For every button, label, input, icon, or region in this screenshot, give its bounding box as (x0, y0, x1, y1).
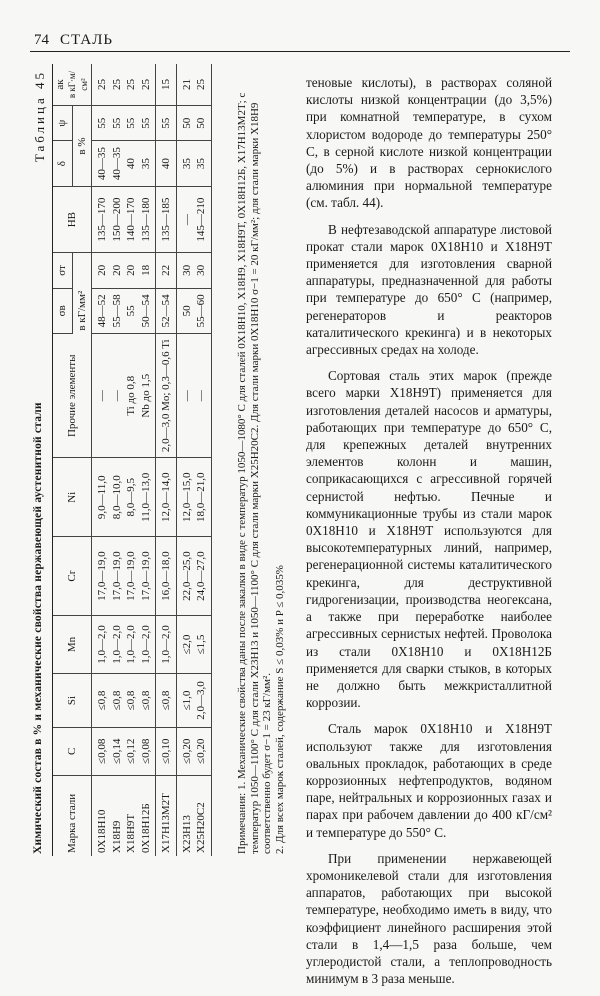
cell-ni: 12,0—14,0 (156, 458, 177, 537)
cell-sb: 48—52 (92, 288, 110, 334)
header-rule (30, 51, 570, 52)
cell-psi: 50 (176, 106, 194, 141)
col-header-hb: HB (53, 186, 92, 252)
cell-si: ≤0,8 (156, 674, 177, 728)
running-title: СТАЛЬ (60, 32, 114, 48)
cell-psi: 55 (92, 106, 110, 141)
cell-hb: — (176, 186, 194, 252)
cell-psi: 55 (156, 106, 177, 141)
cell-cr: 17,0—19,0 (139, 537, 156, 616)
cell-d: 35 (139, 141, 156, 187)
unit-strength: в кГ/мм² (72, 253, 92, 334)
cell-st: 20 (110, 253, 125, 288)
cell-ak: 25 (92, 64, 110, 106)
cell-ak: 25 (194, 64, 211, 106)
paragraph: Сортовая сталь этих марок (прежде всего марки Х18Н9Т) применяется для изготовления деталей насосов и арматуры, работающих при температуре до 650° С, для крепежных деталей внутренних элементов колонн и машин, соприкасающихся с агрессивной горячей сернистой нефтью. Печные и коммуникационные трубы из стали марок 0Х18Н10 и Х18Н9Т используются для высокотемпературных линий, например, регенерационной системы каталитического крекинга, для деструктивной гидрогенизации, производства неогексана, а также при переработке наиболее агрессивных сернистых нефтей. Проволока из стали 0Х18Н10 и 0Х18Н12Б применяется для сварки стыков, в которых не должно быть межкристаллитной коррозии. (306, 368, 552, 711)
cell-other: 2,0—3,0 Mo; 0,3—0,6 Ti (156, 334, 177, 458)
col-header-ak-symbol: ак (54, 79, 66, 90)
cell-mn: ≤2,0 (176, 615, 194, 673)
col-header-sigma-t: σт (53, 253, 73, 288)
cell-cr: 24,0—27,0 (194, 537, 211, 616)
cell-grade: 0Х18Н12Б (139, 775, 156, 856)
cell-grade: Х23Н13 (180, 815, 193, 853)
cell-sb: 55 (124, 288, 139, 334)
cell-psi: 55 (110, 106, 125, 141)
cell-sb: 55—60 (194, 288, 211, 334)
col-header-delta: δ (53, 141, 73, 187)
table-body (92, 64, 212, 856)
page-number: 74 (34, 32, 49, 48)
cell-ni: 18,0—21,0 (194, 458, 211, 537)
cell-cr: 22,0—25,0 (176, 537, 194, 616)
cell-grade: Х17Н13М2Т (156, 775, 177, 856)
cell-st: 20 (92, 253, 110, 288)
cell-hb: 135—180 (139, 186, 156, 252)
cell-d: 35 (194, 141, 211, 187)
cell-mn: 1,0—2,0 (156, 615, 177, 673)
cell-st: 30 (194, 253, 211, 288)
cell-cr: 17,0—19,0 (124, 537, 139, 616)
paragraph: В нефтезаводской аппаратуре листовой прокат стали марок 0Х18Н10 и Х18Н9Т применяется для изготовления сварной аппаратуры, предназначенной для работы при температуре до 650° С (например, регенераторов и реакторов каталитического крекинга) и в некоторых агрессивных средах на холоде. (306, 221, 552, 358)
cell-hb: 135—170 (92, 186, 110, 252)
rotated-table-content (30, 60, 298, 860)
table-row (110, 64, 125, 856)
unit-percent: в % (72, 106, 92, 187)
cell-d: 40—35 (92, 141, 110, 187)
table-row (124, 64, 139, 856)
cell-c: ≤0,20 (194, 727, 211, 775)
table-note: 2. Для всех марок сталей, содержание S ≤ 0,03% и P ≤ 0,035% (273, 565, 286, 854)
table-row (139, 64, 156, 856)
table-header-row (53, 64, 73, 856)
cell-ni: 9,0—11,0 (92, 458, 110, 537)
cell-c: ≤0,20 (176, 727, 194, 775)
cell-other: — (110, 334, 125, 458)
col-header-grade: Марка стали (53, 775, 92, 856)
cell-ak: 25 (124, 64, 139, 106)
cell-grade: Х25Н20С2 (194, 775, 211, 856)
paragraph: теновые кислоты), в растворах соляной кислоты низкой концентрации (до 3,5%) при комнатной температуре, в сухом хлористом водороде до температуры 250° С, в серной кислоте низкой концентрации (до 5%) и в растворах сернокислого алюминия при нормальной температуре (см. табл. 44). (306, 75, 552, 211)
cell-psi: 50 (194, 106, 211, 141)
cell-other: — (92, 334, 110, 458)
col-header-ak (53, 64, 92, 106)
cell-sb: 50 (176, 288, 194, 334)
cell-sb: 50—54 (139, 288, 156, 334)
cell-mn: 1,0—2,0 (92, 615, 110, 673)
cell-psi: 55 (124, 106, 139, 141)
cell-cr: 16,0—18,0 (156, 537, 177, 616)
table-notes (236, 66, 286, 854)
cell-mn: 1,0—2,0 (124, 615, 139, 673)
cell-ak: 21 (176, 64, 194, 106)
cell-ni: 8,0—10,0 (110, 458, 125, 537)
cell-other: — (194, 334, 211, 458)
cell-st: 20 (124, 253, 139, 288)
cell-si: ≤0,8 (139, 674, 156, 728)
cell-c: ≤0,12 (124, 727, 139, 775)
cell-d: 35 (176, 141, 194, 187)
cell-d: 40 (124, 141, 139, 187)
col-header-ak-unit: в кГ·м/см² (67, 70, 89, 99)
cell-si: ≤0,8 (124, 674, 139, 728)
cell-c: ≤0,08 (139, 727, 156, 775)
col-header-mn: Mn (53, 615, 92, 673)
cell-ak: 25 (139, 64, 156, 106)
cell-grade: Х18Н9 (110, 820, 123, 853)
cell-d: 40—35 (110, 141, 125, 187)
col-header-psi: ψ (53, 106, 73, 141)
cell-c: ≤0,10 (156, 727, 177, 775)
cell-cr: 17,0—19,0 (92, 537, 110, 616)
cell-mn: 1,0—2,0 (110, 615, 125, 673)
cell-hb: 145—210 (194, 186, 211, 252)
cell-st: 30 (176, 253, 194, 288)
cell-psi: 55 (139, 106, 156, 141)
cell-d: 40 (156, 141, 177, 187)
col-header-other: Прочие элементы (53, 334, 92, 458)
cell-sb: 52—54 (156, 288, 177, 334)
table-caption: Химический состав в % и механические свойства нержавеющей аустенитной стали (32, 402, 44, 854)
cell-ni: 8,0—9,5 (124, 458, 139, 537)
cell-ni: 12,0—15,0 (176, 458, 194, 537)
composition-table (52, 64, 212, 856)
cell-ak: 15 (156, 64, 177, 106)
cell-other: — (176, 334, 194, 458)
col-header-cr: Cr (53, 537, 92, 616)
col-header-c: C (53, 727, 92, 775)
page-header (30, 30, 570, 52)
col-header-si: Si (53, 674, 92, 728)
cell-st: 18 (139, 253, 156, 288)
paragraph: Сталь марок 0Х18Н10 и Х18Н9Т используют также для изготовления овальных прокладок, работающих в среде коррозионных нефтепродуктов, водяном паре, нейтральных и коррозионных газах и парах при рабочем давлении до 400 кГ/см² и температуре до 550° С. (306, 721, 552, 840)
cell-si: ≤1,0 (176, 674, 194, 728)
cell-si: ≤0,8 (92, 674, 110, 728)
col-header-sigma-b: σв (53, 288, 73, 334)
table-number: Таблица 45 (32, 70, 47, 163)
cell-hb: 140—170 (124, 186, 139, 252)
cell-other: Nb до 1,5 (139, 334, 156, 458)
cell-mn: ≤1,5 (194, 615, 211, 673)
table-row (92, 64, 110, 856)
cell-mn: 1,0—2,0 (139, 615, 156, 673)
cell-c: ≤0,14 (110, 727, 125, 775)
table-note: Примечания: 1. Механические свойства даны после закалки в виде с температур 1050—1080° С для сталей 0Х18Н10, Х18Н9, Х18Н9Т, 0Х18Н12Б, Х17Н13М2Т; с температур 1050—1100° С для стали Х23Н13 и 1050—1100° С для стали марки Х25Н20С2. Для стали марки 0Х18Н10 σ−1 = 20 кГ/мм²; для стали марки Х18Н9 соответственно будет σ−1 = 23 кГ/мм². (236, 92, 273, 854)
table-row (156, 64, 177, 856)
rotated-table-region (30, 60, 298, 860)
cell-ni: 11,0—13,0 (139, 458, 156, 537)
cell-sb: 55—58 (110, 288, 125, 334)
col-header-ni: Ni (53, 458, 92, 537)
cell-grade: 0Х18Н10 (96, 809, 108, 853)
paragraph: При применении нержавеющей хромоникелевой стали для изготовления аппаратов, работающих при высокой температуре, необходимо иметь в виду, что коэффициент линейного расширения этой стали в 1,4—1,5 раза больше, чем углеродистой стали, а теплопроводность минимум в 3 раза меньше. (306, 850, 552, 987)
cell-si: 2,0—3,0 (194, 674, 211, 728)
table-row (194, 64, 211, 856)
body-text (306, 74, 552, 996)
cell-c: ≤0,08 (92, 727, 110, 775)
cell-si: ≤0,8 (110, 674, 125, 728)
cell-ak: 25 (110, 64, 125, 106)
cell-cr: 17,0—19,0 (110, 537, 125, 616)
cell-hb: 150—200 (110, 186, 125, 252)
cell-grade: Х18Н9Т (125, 813, 137, 853)
cell-st: 22 (156, 253, 177, 288)
cell-other: Ti до 0,8 (124, 334, 139, 458)
cell-hb: 135—185 (156, 186, 177, 252)
table-row (176, 64, 194, 856)
